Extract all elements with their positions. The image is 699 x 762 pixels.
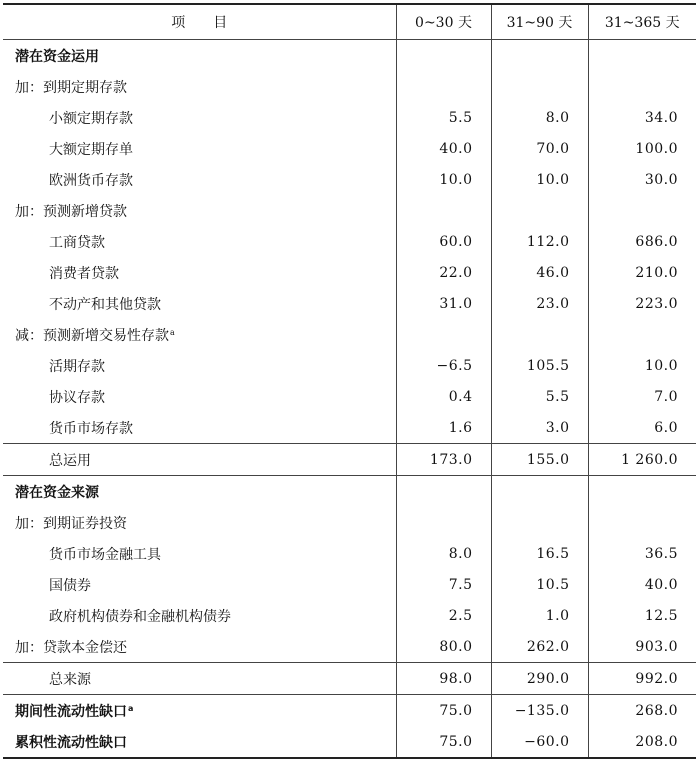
value-cell <box>588 319 696 350</box>
value-cell: 1 260.0 <box>588 444 696 476</box>
value-cell: 992.0 <box>588 663 696 695</box>
value-cell: −135.0 <box>491 695 588 727</box>
row-label <box>3 444 396 476</box>
row-label <box>3 164 396 195</box>
row-label-text: 期间性流动性缺口 <box>15 703 127 720</box>
value-cell <box>588 40 696 72</box>
table-body <box>3 40 696 759</box>
value-cell: 40.0 <box>588 569 696 600</box>
row-label-text: 货币市场金融工具 <box>49 546 161 563</box>
row-label <box>3 257 396 288</box>
row-label <box>3 319 396 350</box>
value-cell: 262.0 <box>491 631 588 663</box>
row-label <box>3 133 396 164</box>
value-cell <box>588 507 696 538</box>
value-cell: 10.0 <box>588 350 696 381</box>
table-row <box>3 319 696 350</box>
table-row <box>3 226 696 257</box>
value-cell: 5.5 <box>491 381 588 412</box>
value-cell: −60.0 <box>491 726 588 758</box>
row-label-text: 小额定期存款 <box>49 110 133 127</box>
table-row <box>3 476 696 508</box>
value-cell <box>491 507 588 538</box>
table-row <box>3 133 696 164</box>
value-cell: 80.0 <box>396 631 491 663</box>
value-cell <box>396 476 491 508</box>
row-label <box>3 40 396 72</box>
value-cell: 155.0 <box>491 444 588 476</box>
row-label <box>3 600 396 631</box>
liquidity-gap-table <box>3 3 696 759</box>
value-cell: 7.5 <box>396 569 491 600</box>
row-label <box>3 507 396 538</box>
row-label-text: 协议存款 <box>49 389 105 406</box>
value-cell: 34.0 <box>588 102 696 133</box>
table-row <box>3 663 696 695</box>
table-row <box>3 726 696 758</box>
row-label <box>3 226 396 257</box>
value-cell: 98.0 <box>396 663 491 695</box>
row-label-text: 欧洲货币存款 <box>49 172 133 189</box>
table-row <box>3 600 696 631</box>
row-label-text: 加：贷款本金偿还 <box>15 639 127 656</box>
row-label-text: 活期存款 <box>49 358 105 375</box>
row-label-text: 不动产和其他贷款 <box>49 296 161 313</box>
value-cell <box>491 40 588 72</box>
value-cell: 290.0 <box>491 663 588 695</box>
value-cell <box>588 71 696 102</box>
table-row <box>3 412 696 444</box>
value-cell: 8.0 <box>491 102 588 133</box>
value-cell: 10.0 <box>491 164 588 195</box>
row-label-text: 减：预测新增交易性存款 <box>15 327 169 344</box>
row-label-text: 消费者贷款 <box>49 265 119 282</box>
table-row <box>3 695 696 727</box>
value-cell: 10.0 <box>396 164 491 195</box>
value-cell <box>396 507 491 538</box>
value-cell <box>396 71 491 102</box>
value-cell: 31.0 <box>396 288 491 319</box>
value-cell <box>396 40 491 72</box>
value-cell: 23.0 <box>491 288 588 319</box>
row-label <box>3 195 396 226</box>
value-cell: 208.0 <box>588 726 696 758</box>
value-cell <box>491 71 588 102</box>
row-label-text: 货币市场存款 <box>49 420 133 437</box>
value-cell: 12.5 <box>588 600 696 631</box>
value-cell: 105.5 <box>491 350 588 381</box>
row-label <box>3 71 396 102</box>
row-label-text: 总来源 <box>49 671 91 688</box>
value-cell: 75.0 <box>396 695 491 727</box>
row-label-text: 总运用 <box>49 452 91 469</box>
header-31-90-days: 31~90 天 <box>491 4 588 40</box>
table-row <box>3 257 696 288</box>
row-label-text: 加：到期定期存款 <box>15 79 127 96</box>
value-cell <box>491 476 588 508</box>
footnote-marker: a <box>128 703 134 713</box>
row-label-text: 加：到期证券投资 <box>15 515 127 532</box>
value-cell <box>396 195 491 226</box>
row-label-text: 加：预测新增贷款 <box>15 203 127 220</box>
value-cell: 30.0 <box>588 164 696 195</box>
table-row <box>3 288 696 319</box>
table-row <box>3 507 696 538</box>
value-cell: 40.0 <box>396 133 491 164</box>
value-cell <box>588 476 696 508</box>
value-cell <box>491 195 588 226</box>
row-label <box>3 538 396 569</box>
header-0-30-days: 0~30 天 <box>396 4 491 40</box>
value-cell: 16.5 <box>491 538 588 569</box>
value-cell: 8.0 <box>396 538 491 569</box>
table-header-row <box>3 4 696 40</box>
value-cell: 210.0 <box>588 257 696 288</box>
row-label-text: 政府机构债券和金融机构债券 <box>49 608 231 625</box>
table-row <box>3 631 696 663</box>
value-cell: −6.5 <box>396 350 491 381</box>
row-label <box>3 288 396 319</box>
row-label-text: 国债券 <box>49 577 91 594</box>
header-31-365-days: 31~365 天 <box>588 4 696 40</box>
value-cell: 5.5 <box>396 102 491 133</box>
table-row <box>3 40 696 72</box>
row-label <box>3 476 396 508</box>
value-cell: 100.0 <box>588 133 696 164</box>
row-label <box>3 569 396 600</box>
value-cell: 3.0 <box>491 412 588 444</box>
value-cell <box>491 319 588 350</box>
value-cell <box>588 195 696 226</box>
row-label <box>3 102 396 133</box>
value-cell: 686.0 <box>588 226 696 257</box>
value-cell: 2.5 <box>396 600 491 631</box>
table-row <box>3 164 696 195</box>
value-cell: 0.4 <box>396 381 491 412</box>
value-cell: 1.0 <box>491 600 588 631</box>
header-item: 项 目 <box>171 15 228 31</box>
row-label-text: 潜在资金运用 <box>15 48 99 65</box>
value-cell <box>396 319 491 350</box>
value-cell: 10.5 <box>491 569 588 600</box>
row-label <box>3 631 396 663</box>
value-cell: 903.0 <box>588 631 696 663</box>
table-row <box>3 538 696 569</box>
value-cell: 112.0 <box>491 226 588 257</box>
value-cell: 46.0 <box>491 257 588 288</box>
value-cell: 36.5 <box>588 538 696 569</box>
row-label <box>3 726 396 758</box>
row-label-text: 大额定期存单 <box>49 141 133 158</box>
table-row <box>3 195 696 226</box>
value-cell: 6.0 <box>588 412 696 444</box>
value-cell: 60.0 <box>396 226 491 257</box>
row-label <box>3 350 396 381</box>
row-label <box>3 381 396 412</box>
row-label-text: 潜在资金来源 <box>15 484 99 501</box>
row-label-text: 累积性流动性缺口 <box>15 734 127 751</box>
table-row <box>3 569 696 600</box>
table-row <box>3 71 696 102</box>
table-row <box>3 381 696 412</box>
value-cell: 223.0 <box>588 288 696 319</box>
value-cell: 70.0 <box>491 133 588 164</box>
row-label-text: 工商贷款 <box>49 234 105 251</box>
value-cell: 75.0 <box>396 726 491 758</box>
row-label <box>3 695 396 727</box>
row-label <box>3 412 396 444</box>
value-cell: 173.0 <box>396 444 491 476</box>
footnote-marker: a <box>170 327 175 337</box>
value-cell: 7.0 <box>588 381 696 412</box>
row-label <box>3 663 396 695</box>
table-row <box>3 350 696 381</box>
value-cell: 22.0 <box>396 257 491 288</box>
value-cell: 1.6 <box>396 412 491 444</box>
value-cell: 268.0 <box>588 695 696 727</box>
table-row <box>3 444 696 476</box>
table-row <box>3 102 696 133</box>
